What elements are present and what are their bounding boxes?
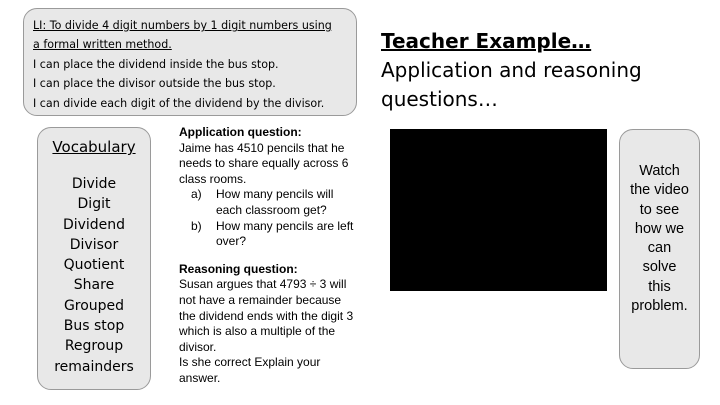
watch-prompt-line: Watch <box>639 163 680 179</box>
vocabulary-item: Quotient <box>63 257 125 274</box>
reasoning-line: not have a remainder because <box>179 292 342 307</box>
watch-prompt-line: can <box>647 240 672 257</box>
vocabulary-item: Divide <box>71 176 117 192</box>
vocabulary-item: Dividend <box>62 216 126 233</box>
reasoning-line: Is she correct Explain your <box>179 355 321 370</box>
learning-intention-box <box>23 8 357 116</box>
reasoning-line: the dividend ends with the digit 3 <box>179 308 354 323</box>
vocabulary-item: Digit <box>77 196 111 213</box>
teacher-example-title: Teacher Example… <box>381 29 592 53</box>
vocabulary-item: Bus stop <box>63 318 125 335</box>
vocabulary-title: Vocabulary <box>52 138 136 156</box>
part-line: each classroom get? <box>216 202 327 217</box>
application-line: class rooms. <box>179 171 247 186</box>
li-heading-line-1: LI: To divide 4 digit numbers by 1 digit numbers using <box>33 19 332 32</box>
part-marker: b) <box>191 218 202 233</box>
reasoning-line: divisor. <box>179 339 217 354</box>
li-heading-line-2: a formal written method. <box>33 38 172 52</box>
watch-prompt-line: to see <box>639 201 680 218</box>
reasoning-line: which is also a multiple of the <box>179 324 336 339</box>
application-parts <box>179 187 374 249</box>
li-criterion-2: I can place the divisor outside the bus stop. <box>33 77 276 91</box>
watch-prompt-line: problem. <box>631 298 688 315</box>
vocabulary-item: remainders <box>54 358 134 375</box>
vocabulary-item: Divisor <box>69 236 119 253</box>
watch-prompt-line: solve <box>642 259 677 276</box>
li-criterion-1: I can place the dividend inside the bus stop. <box>33 57 279 71</box>
vocabulary-box <box>37 127 151 390</box>
application-part-b <box>179 219 374 250</box>
application-heading: Application question: <box>179 125 302 139</box>
video-player[interactable] <box>390 129 607 291</box>
watch-prompt-line: how we <box>634 220 685 237</box>
part-line: How many pencils are left <box>216 218 354 233</box>
vocabulary-item: Share <box>73 277 115 294</box>
watch-prompt-line: this <box>648 278 671 295</box>
watch-prompt-line: the video <box>630 182 689 199</box>
application-line: needs to share equally across 6 <box>179 156 349 171</box>
teacher-example-subtitle-line: questions… <box>381 87 498 111</box>
part-line: over? <box>216 234 247 249</box>
part-line: How many pencils will <box>216 187 334 202</box>
watch-video-prompt <box>619 129 700 369</box>
li-criterion-3: I can divide each digit of the dividend by the divisor. <box>33 96 325 110</box>
application-part-a <box>179 187 374 218</box>
teacher-example-heading <box>381 27 681 114</box>
reasoning-line: answer. <box>179 370 221 385</box>
application-question <box>179 125 374 250</box>
vocabulary-item: Regroup <box>64 338 124 355</box>
teacher-example-subtitle-line: Application and reasoning <box>381 58 642 82</box>
reasoning-line: Susan argues that 4793 ÷ 3 will <box>179 277 347 292</box>
application-line: Jaime has 4510 pencils that he <box>179 140 345 155</box>
reasoning-question <box>179 262 374 387</box>
vocabulary-item: Grouped <box>63 297 125 314</box>
reasoning-heading: Reasoning question: <box>179 261 298 276</box>
questions-text <box>179 125 374 387</box>
part-marker: a) <box>191 187 202 202</box>
